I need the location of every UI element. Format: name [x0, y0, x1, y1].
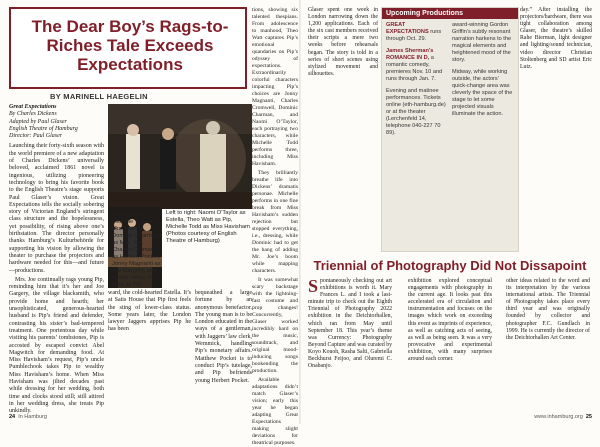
- magazine-name: In Hamburg: [18, 414, 47, 420]
- page-number: 24: [9, 414, 16, 420]
- event-text: a romantic comedy, premieres Nov. 10 and runs through Jan. 7.: [386, 55, 443, 82]
- paragraph: Available adaptations didn’t match Glaser’s vision; early this year he began adapting Great Expectations making slight deviations for theatrical purposes.: [252, 377, 298, 446]
- event-item: [452, 22, 514, 64]
- byline: BY MARINELL HAEGELIN: [50, 92, 148, 101]
- credit-line: By Charles Dickens: [9, 111, 57, 118]
- article-column-6: [520, 7, 592, 252]
- paragraph: tions, showing six talented thespians. From adolescence to manhood, Theo Watt captures Pip’s emotional quandaries on Pip’s odyssey of expectations. Extraordinarily colorful characters impacting Pip’s choices are Jonny Magnanti, Charles Cromwell, Dominic Charman, and Naomi O’Taylor, each portraying two characters, while Michelle Todd performs three, including Miss Havisham.: [252, 7, 298, 167]
- event-item: [386, 88, 448, 137]
- event-item: [386, 22, 448, 43]
- triennial-column-3: [506, 278, 590, 408]
- triennial-headline: Triennial of Photography Did Not Dissapoint: [313, 258, 587, 273]
- left-page: [0, 0, 300, 446]
- events-left-column: [386, 22, 448, 142]
- drop-cap: S: [308, 276, 319, 296]
- article-headline: The Dear Boy’s Rags-to-Riches Tale Exceeds Expectations: [31, 17, 229, 74]
- article-column-3: [195, 290, 252, 408]
- paragraph: ward, the cold-hearted Estella. It’s at Satis House that Pip first feels the sting of lower-class status. Some years later, the London lawyer Jaggers apprises Pip he has been: [108, 290, 191, 333]
- event-text: award-winning Gordon Griffin’s subtly resonant narration harkens to the magical elements and heightened mood of the story.: [452, 22, 512, 63]
- events-right-column: [452, 22, 514, 123]
- event-item: [452, 69, 514, 118]
- credit-line: Great Expectations: [9, 104, 57, 110]
- paragraph: other ideas related to the word and its interpretation by the various international artists. The Triennial of Photography takes place every third year and was originally founded by collector and photographer F.C. Gundlach in 1999. He is currently the director of the Deichtorhallen Art Center.: [506, 278, 590, 341]
- website-url: www.inhamburg.org: [534, 414, 583, 420]
- page-number: 25: [585, 414, 592, 420]
- article-column-5: [308, 7, 378, 252]
- credits-block: [9, 104, 104, 140]
- credit-line: English Theatre of Hamburg: [9, 125, 78, 132]
- stage-photo-1: [108, 104, 252, 209]
- paragraph: Mrs. Joe continually rags young Pip, reminding him that it’s her and Joe Gargery, the village blacksmith, who provide home and hearth; her unsophisticated, generous-hearted husband is Pip’s friend and defender, contrasting his sister’s bad-tempered treatment. One portentous day while visiting his parents’ tombstones, Pip is accosted by escaped convict Abel Magwitch for demanding food. At Miss Havisham’s request, Pip’s uncle Pumblechook takes Pip to wealthy Miss Havisham’s home. When Miss Havisham was jilted decades past while dressing for her wedding, both time and clocks stood still; still attired in her wedding dress, she treats Pip unkindly.: [9, 276, 104, 415]
- event-text: runs through Oct. 29.: [386, 29, 442, 42]
- paragraph: pontaneously checking out art exhibitions is worth it. Mary Frances L. and I took a last-minute trip to check out the Eighth Triennial of Photography 2022 exhibition in the Deichtorhallen, which ran from May until September 18. This year’s theme was Currency: Photography Beyond Capture and was curated by Koyo Kouoh, Rasha Salti, Gabriella Beckhurst Feijoo, and Oluremi C. Onabanjo.: [308, 278, 392, 370]
- footer-left: [9, 414, 47, 420]
- upcoming-productions-title: Upcoming Productions: [382, 8, 518, 19]
- credit-line: Director: Paul Glaser: [9, 133, 63, 140]
- article-column-2: [108, 290, 191, 408]
- right-page: [300, 0, 600, 424]
- paragraph: They brilliantly breathe life into Dickens’ dramatis personae. Michelle performs in one fine break from Miss Havisham’s sudden rejection but stopped everything, i.e., dressing, while Dominic had to get the hang of adding Mr. Joe’s boom while mapping characters.: [252, 170, 298, 274]
- article-column-4: [252, 7, 298, 446]
- event-text: Evening and matinee performances. Tickets online (eth-hamburg.de) or at the theater (Lerchenfeld 14, telephone 040-227 70 89).: [386, 88, 446, 136]
- triennial-column-1: [308, 278, 392, 408]
- paragraph: bequeathed a large fortune by an anonymous benefactor. The young man is to be London educated in the ways of a gentleman, with Jaggers’ law clerk, Wemmick, handling Pip’s monetary affairs. Matthew Pocket is to conduct Pip’s tutelage, and Pip befriends young Herbert Pocket.: [195, 290, 252, 384]
- event-item: [386, 48, 448, 83]
- photo-caption-1: Left to right: Naomi O’Taylor as Estella, Theo Watt as Pip, Michelle Todd as Miss Havisham (Photos courtesy of English Theatre of Hamburg): [166, 210, 250, 244]
- upcoming-productions-box: [381, 7, 519, 252]
- paragraph: Launching their forty-sixth season with the world premiere of a new adaptation of Charles Dickens’ universally beloved, acclaimed 1861 novel is ingenious, utilizing pioneering technology to bring his favorite book to the English Theatre’s stage supports Paul Glaser’s vision. Great Expectations tells the socially sobering story of Victorian England’s stringent class structure and the hopelessness, yet possibility, of rising above one’s birthstation. The director personally thanks Hamburg’s Kulturbehörde for supporting his vision by allowing the theater to purchase the projectors and hardware needed for this—and future—productions.: [9, 143, 104, 274]
- footer-right: [534, 414, 592, 420]
- event-head: GREAT EXPECTATIONS: [386, 22, 429, 35]
- headline-box: [9, 7, 247, 89]
- paragraph: exhibition explored conceptual engagements with photography in the current age. It looks past this accelerated era of circulation and instrumentation and focuses on the images which work on exceeding this event as imprints of experience, as well as catching acts of seeing, as well as being seen. It was a very provocative and experimental exhibition, with many surprises around each corner.: [408, 278, 492, 363]
- paragraph: It was somewhat scary backstage with the lightning-fast costume and prop changes! Concurrently, Glaser worked incredibly hard on the music, soundtrack, and original mood-inducing songs bookending the production.: [252, 277, 298, 374]
- event-head: James Sherman’s ROMANCE IN D,: [386, 48, 434, 61]
- credit-line: Adapted by Paul Glaser: [9, 118, 67, 125]
- triennial-column-2: [408, 278, 492, 408]
- paragraph: Glaser spent one week in London narrowing down the 1,200 applications. Each of the six cast members received their scripts a mere two weeks before rehearsals began. The story is told in a series of short scenes using stylized movement and silhouettes.: [308, 7, 378, 77]
- article-column-1: [9, 104, 104, 415]
- paragraph: day.” After installing the projectors/hardware, there was tight collaboration among Glaser, the theatre’s skilled Rahe Bierman, light designer and lighting/sound technician, video director Christian Stoltenberg and SD artist Eric Lutz.: [520, 7, 592, 70]
- photo-caption-2: Left to right: Michelle Todd as Mrs. Hubble, Dominic Charman as Mrs. Joe, Charles Cromwell as Herbert Pocket, Jonny Magnanti as Joe Gargery, and (under table) Theo Watt as Pip: [112, 212, 161, 288]
- event-text: Midway, while working outside, the actors’ quick-change area was cleverly the space of the stage to let some projected visuals illuminate the action.: [452, 69, 513, 117]
